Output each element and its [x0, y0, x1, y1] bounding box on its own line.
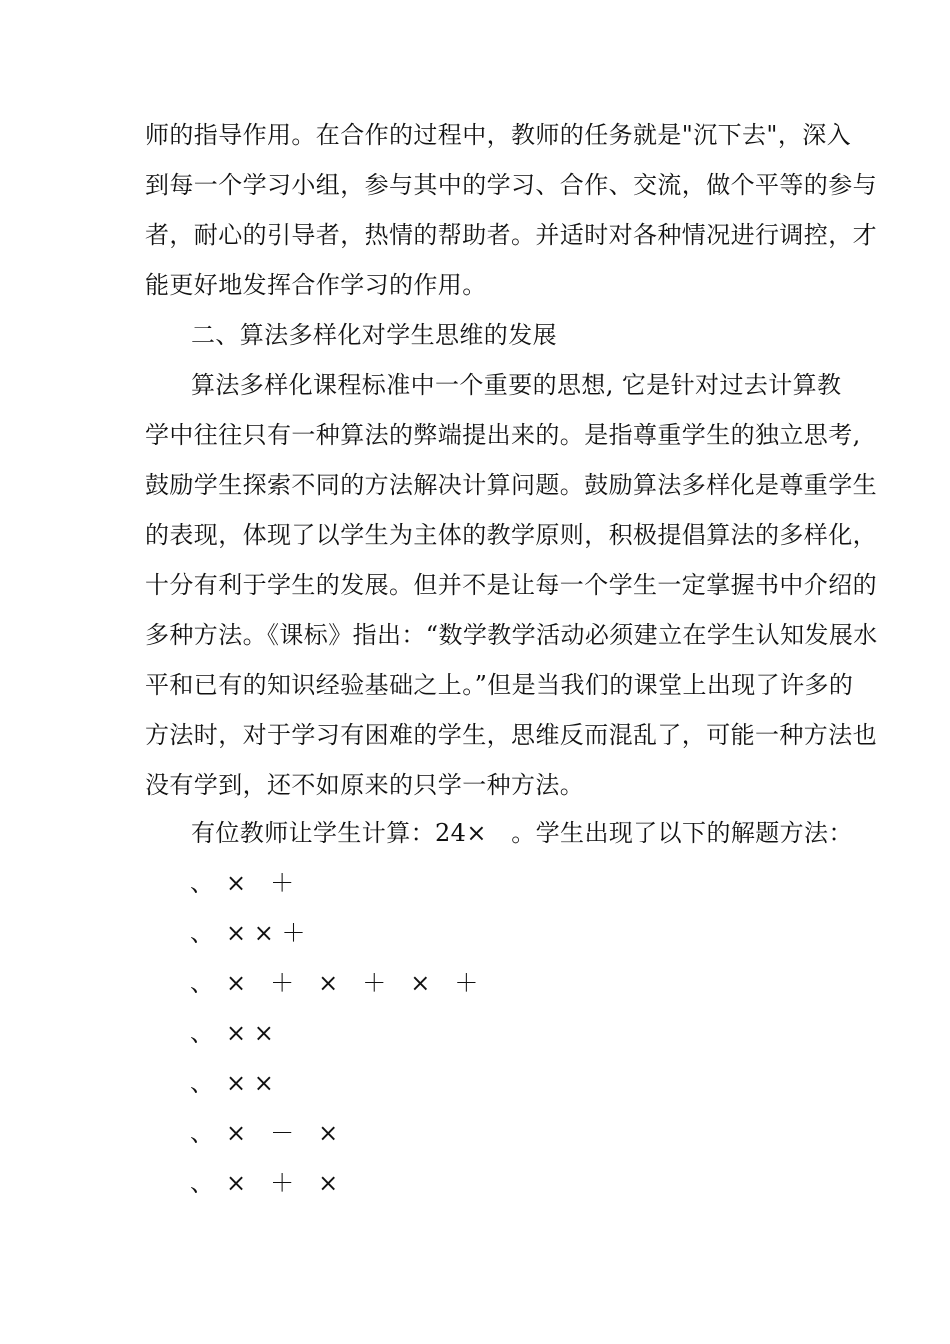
paragraph-line: 平和已有的知识经验基础之上。”但是当我们的课堂上出现了许多的	[145, 671, 854, 699]
method-line-3: 、 × ＋ × ＋ × ＋	[190, 969, 479, 997]
paragraph-line: 算法多样化课程标准中一个重要的思想, 它是针对过去计算教	[191, 371, 842, 399]
paragraph-line: 没有学到，还不如原来的只学一种方法。	[145, 771, 585, 799]
paragraph-line: 鼓励学生探索不同的方法解决计算问题。鼓励算法多样化是尊重学生	[145, 471, 877, 499]
paragraph-line: 有位教师让学生计算：24× 。学生出现了以下的解题方法：	[191, 819, 853, 847]
paragraph-line: 多种方法。《课标》指出：“数学教学活动必须建立在学生认知发展水	[145, 621, 878, 649]
method-line-1: 、 × ＋	[190, 869, 295, 897]
method-line-7: 、 × ＋ ×	[190, 1169, 339, 1197]
paragraph-line: 能更好地发挥合作学习的作用。	[145, 271, 487, 299]
method-line-5: 、 × ×	[190, 1069, 274, 1097]
method-line-4: 、 × ×	[190, 1019, 274, 1047]
method-line-6: 、 × － ×	[190, 1119, 339, 1147]
paragraph-line: 者，耐心的引导者，热情的帮助者。并适时对各种情况进行调控，才	[145, 221, 877, 249]
paragraph-line: 师的指导作用。在合作的过程中，教师的任务就是"沉下去"，深入	[145, 121, 852, 149]
method-line-2: 、 × × ＋	[190, 919, 306, 947]
section-heading-block	[145, 310, 807, 360]
paragraph-line: 学中往往只有一种算法的弊端提出来的。是指尊重学生的独立思考,	[145, 421, 861, 449]
paragraph-line: 十分有利于学生的发展。但并不是让每一个学生一定掌握书中介绍的	[145, 571, 877, 599]
paragraph-line: 的表现，体现了以学生为主体的教学原则，积极提倡算法的多样化，	[145, 521, 877, 549]
section-heading: 二、算法多样化对学生思维的发展	[191, 321, 557, 349]
paragraph-line: 方法时，对于学习有困难的学生，思维反而混乱了，可能一种方法也	[145, 721, 877, 749]
paragraph-teacher-role	[145, 110, 877, 310]
paragraph-example-intro	[145, 808, 853, 858]
paragraph-line: 到每一个学习小组，参与其中的学习、合作、交流，做个平等的参与	[145, 171, 877, 199]
paragraph-algorithm-diversity	[145, 360, 878, 810]
